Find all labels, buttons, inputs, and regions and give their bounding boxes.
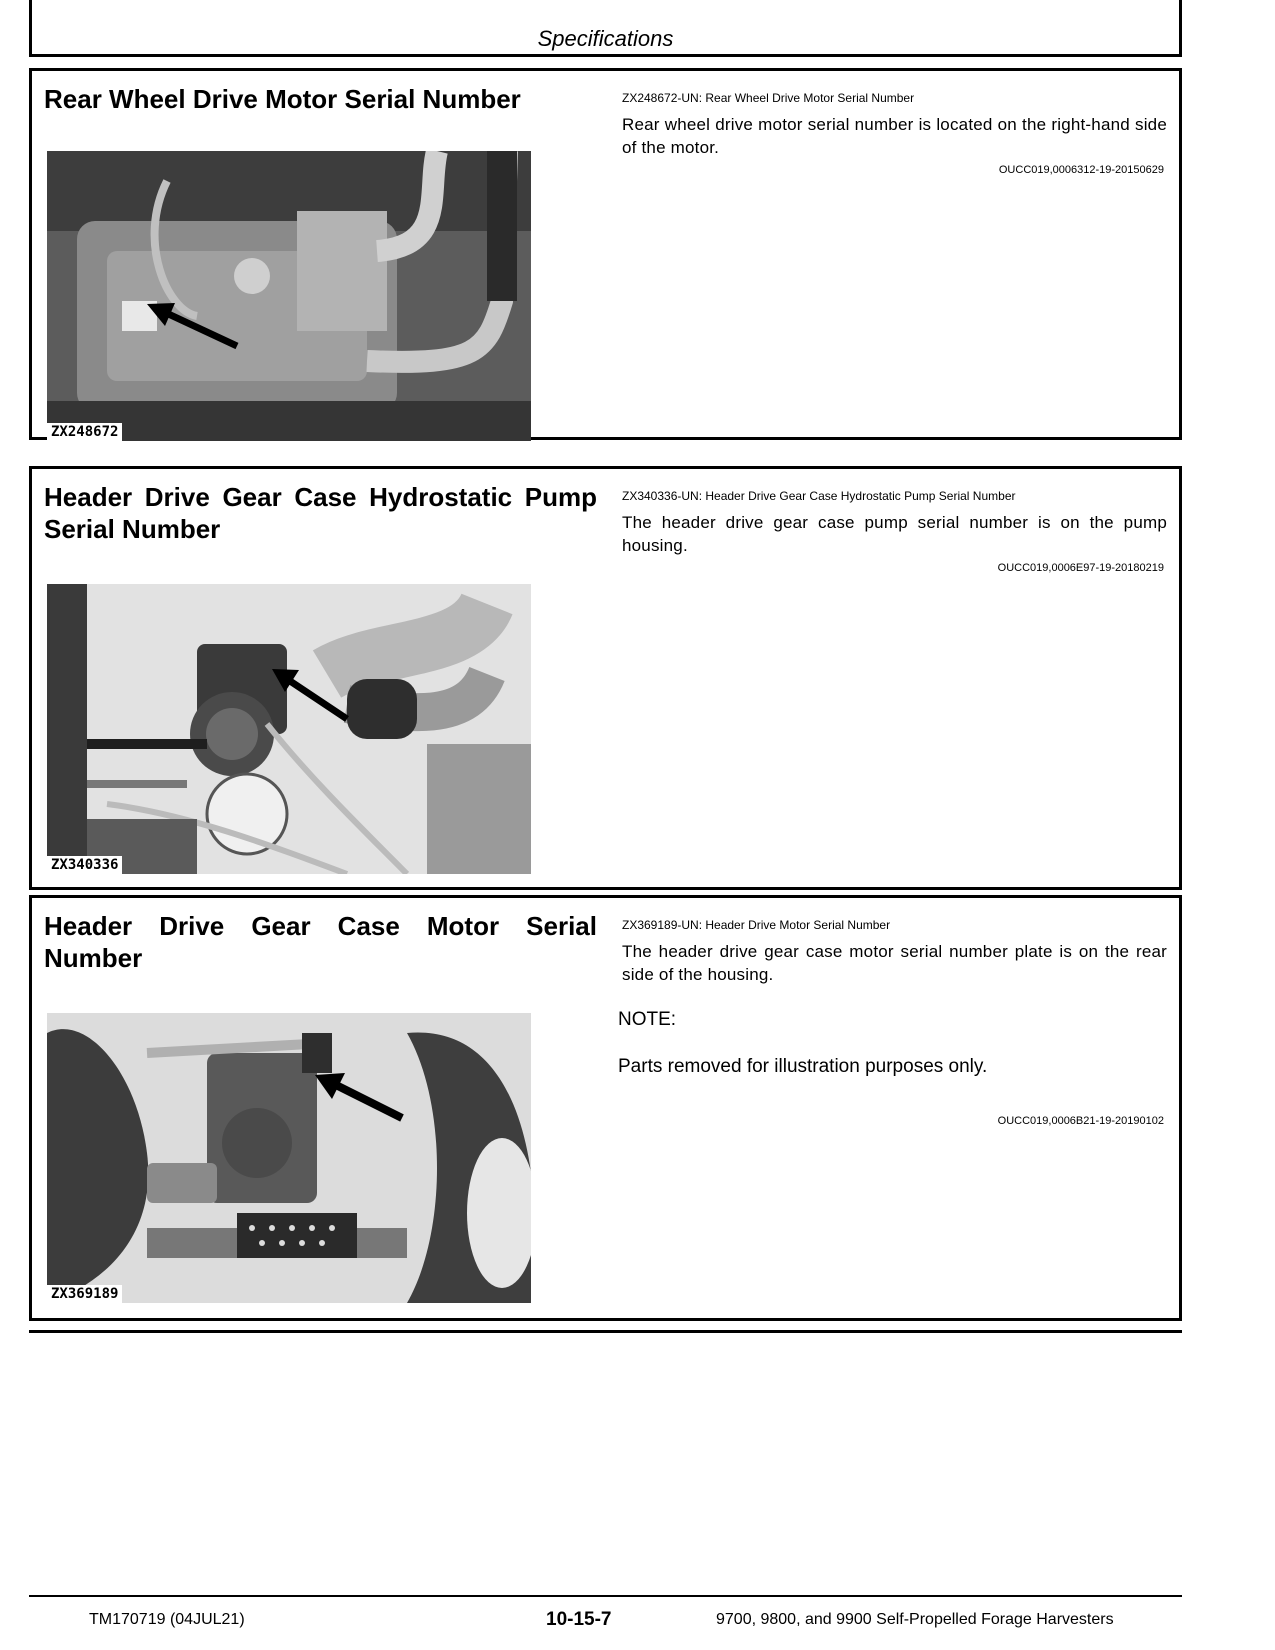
section-rear-wheel-drive-motor [29, 68, 1182, 440]
page-title: Specifications [537, 26, 674, 51]
section-body: The header drive gear case pump serial number is on the pump housing. [622, 513, 1167, 555]
section-end-rule [29, 1330, 1182, 1333]
footer-rule [29, 1595, 1182, 1597]
footer-page-number: 10-15-7 [546, 1609, 612, 1630]
section-title: Header Drive Gear Case Hydrostatic Pump Serial Number [44, 482, 597, 544]
figure-caption: ZX369189-UN: Header Drive Motor Serial Number [622, 918, 891, 932]
footer-doc-id: TM170719 (04JUL21) [89, 1611, 245, 1628]
section-header-drive-pump [29, 466, 1182, 890]
footer-product: 9700, 9800, and 9900 Self-Propelled Forage Harvesters [716, 1611, 1114, 1628]
photo-header-drive-pump [47, 584, 531, 874]
photo-header-drive-motor [47, 1013, 531, 1303]
reference-id: OUCC019,0006E97-19-20180219 [997, 562, 1164, 574]
figure-caption: ZX340336-UN: Header Drive Gear Case Hydrostatic Pump Serial Number [622, 489, 1016, 503]
section-body: The header drive gear case motor serial number plate is on the rear side of the housing. [622, 942, 1167, 984]
figure-label: ZX369189 [47, 1285, 122, 1303]
figure-label: ZX248672 [47, 423, 122, 441]
section-body: Rear wheel drive motor serial number is located on the right-hand side of the motor. [622, 115, 1167, 157]
note-label: NOTE: [618, 1009, 677, 1030]
note-text: Parts removed for illustration purposes only. [618, 1056, 988, 1077]
section-header-drive-motor [29, 895, 1182, 1321]
section-title: Header Drive Gear Case Motor Serial Number [44, 911, 597, 973]
section-title: Rear Wheel Drive Motor Serial Number [44, 84, 521, 114]
page-header [29, 0, 1182, 57]
reference-id: OUCC019,0006312-19-20150629 [998, 164, 1164, 176]
photo-rear-wheel-drive-motor [47, 151, 531, 441]
figure-caption: ZX248672-UN: Rear Wheel Drive Motor Serial Number [622, 91, 915, 105]
figure-label: ZX340336 [47, 856, 122, 874]
reference-id: OUCC019,0006B21-19-20190102 [997, 1115, 1164, 1127]
